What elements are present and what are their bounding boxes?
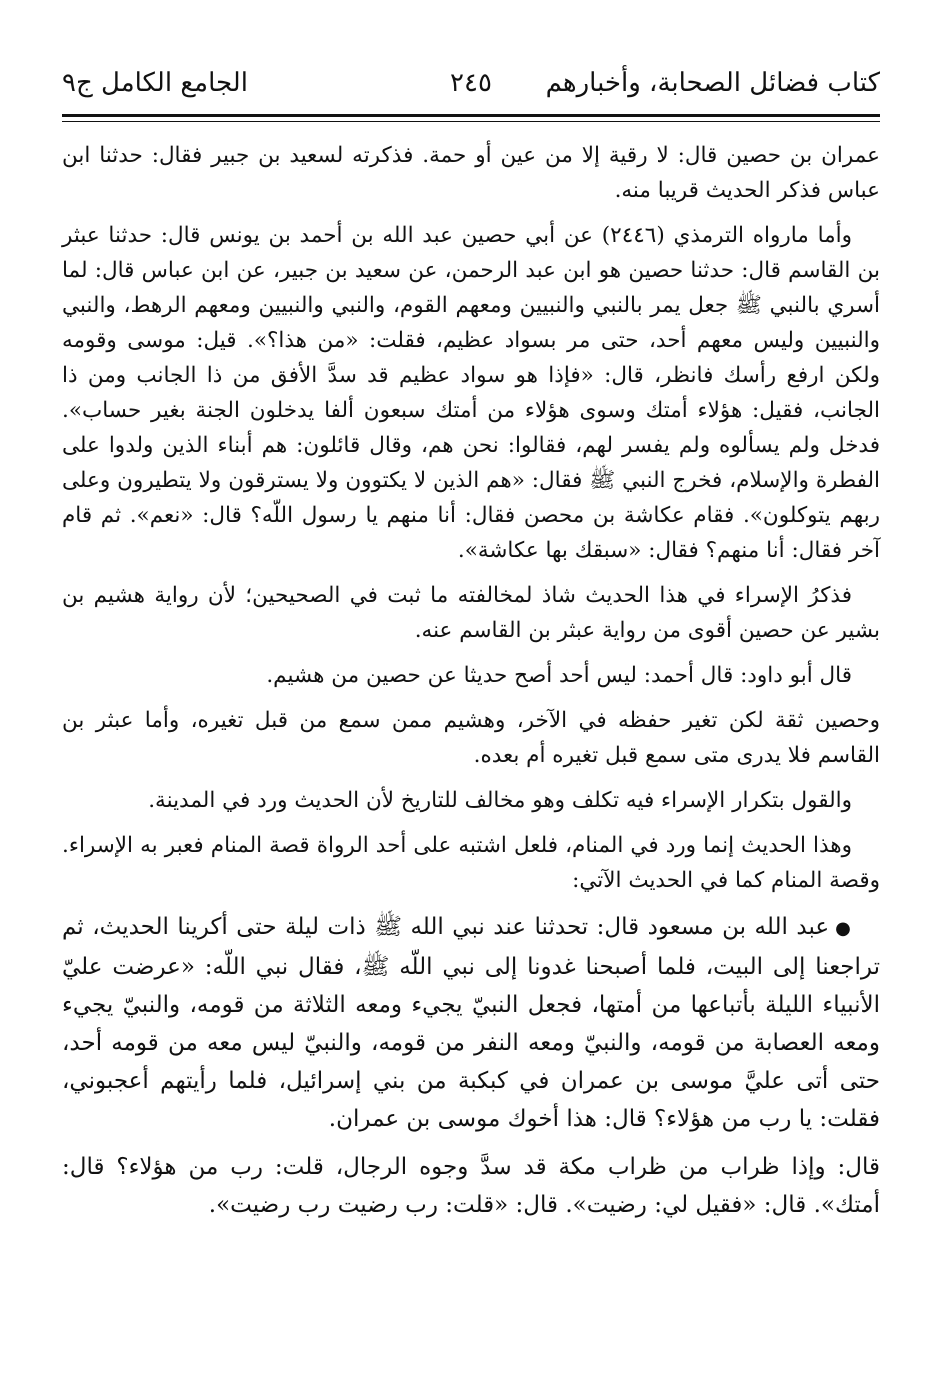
hadith-paragraph — [62, 908, 880, 1138]
header-rule-thin — [62, 121, 880, 122]
hadith-paragraph: قال: وإذا ظراب من ظراب مكة قد سدَّ وجوه الرجال، قلت: رب من هؤلاء؟ قال: أمتك». قال: «فقيل لي: رضيت». قال: «قلت: رب رضيت رب رضيت». — [62, 1154, 880, 1218]
paragraph: وأما مارواه الترمذي (٢٤٤٦) عن أبي حصين عبد الله بن أحمد بن يونس قال: حدثنا عبثر بن القاسم قال: حدثنا حصين هو ابن عبد الرحمن، عن سعيد بن جبير، عن ابن عباس قال: لما أسري بالنبي ﷺ جعل يمر بالنبي والنبيين ومعهم القوم، والنبي والنبيين ومعهم الرهط، والنبي والنبيين وليس معهم أحد، حتى مر بسواد عظيم، فقلت: «من هذا؟». قيل: موسى وقومه ولكن ارفع رأسك فانظر، قال: «فإذا هو سواد عظيم قد سدَّ الأفق من ذا الجانب ومن ذا الجانب، فقيل: هؤلاء أمتك وسوى هؤلاء من أمتك سبعون ألفا يدخلون الجنة بغير حساب». فدخل ولم يسألوه ولم يفسر لهم، فقالوا: نحن هم، وقال قائلون: هم أبناء الذين ولدوا على الفطرة والإسلام، فخرج النبي ﷺ فقال: «هم الذين لا يكتوون ولا يسترقون ولا يتطيرون وعلى ربهم يتوكلون». فقام عكاشة بن محصن فقال: أنا منهم يا رسول اللّه؟ قال: «نعم». ثم قام آخر فقال: أنا منهم؟ فقال: «سبقك بها عكاشة». — [62, 223, 880, 563]
paragraph: قال أبو داود: قال أحمد: ليس أحد أصح حديثا عن حصين من هشيم. — [266, 663, 852, 688]
hadith-text: عبد الله بن مسعود قال: تحدثنا عند نبي الله ﷺ ذات ليلة حتى أكرينا الحديث، ثم تراجعنا إلى البيت، فلما أصبحنا غدونا إلى نبي اللّه ﷺ، فقال نبي اللّه: «عرضت عليّ الأنبياء الليلة بأتباعها من أمتها، فجعل النبيّ يجيء ومعه الثلاثة من قومه، والنبيّ يجيء ومعه العصابة من قومه، والنبيّ ومعه النفر من قومه، والنبيّ ليس معه من قومه أحد، حتى أتى عليَّ موسى بن عمران في كبكبة من بني إسرائيل، فلما رأيتهم أعجبوني، فقلت: يا رب من هؤلاء؟ قال: هذا أخوك موسى بن عمران. — [62, 914, 880, 1132]
page-number: ٢٤٥ — [450, 68, 492, 98]
bullet-icon: ● — [835, 918, 852, 939]
paragraph: عمران بن حصين قال: لا رقية إلا من عين أو حمة. فذكرته لسعيد بن جبير فقال: حدثنا ابن عباس فذكر الحديث قريبا منه. — [62, 143, 880, 203]
volume-title: الجامع الكامل ج٩ — [62, 68, 248, 98]
paragraph: والقول بتكرار الإسراء فيه تكلف وهو مخالف للتاريخ لأن الحديث ورد في المدينة. — [148, 788, 852, 813]
paragraph: فذكرُ الإسراء في هذا الحديث شاذ لمخالفته ما ثبت في الصحيحين؛ لأن رواية هشيم بن بشير عن حصين أقوى من رواية عبثر بن القاسم عنه. — [62, 583, 880, 643]
book-title: كتاب فضائل الصحابة، وأخبارهم — [545, 68, 880, 98]
paragraph: وحصين ثقة لكن تغير حفظه في الآخر، وهشيم ممن سمع من قبل تغيره، وأما عبثر بن القاسم فلا يدرى متى سمع قبل تغيره أم بعده. — [62, 708, 880, 768]
page-header — [62, 62, 880, 102]
header-rule-thick — [62, 114, 880, 117]
paragraph: وهذا الحديث إنما ورد في المنام، فلعل اشتبه على أحد الرواة قصة المنام فعبر به الإسراء. وقصة المنام كما في الحديث الآتي: — [62, 833, 880, 893]
page-body — [62, 138, 880, 1234]
